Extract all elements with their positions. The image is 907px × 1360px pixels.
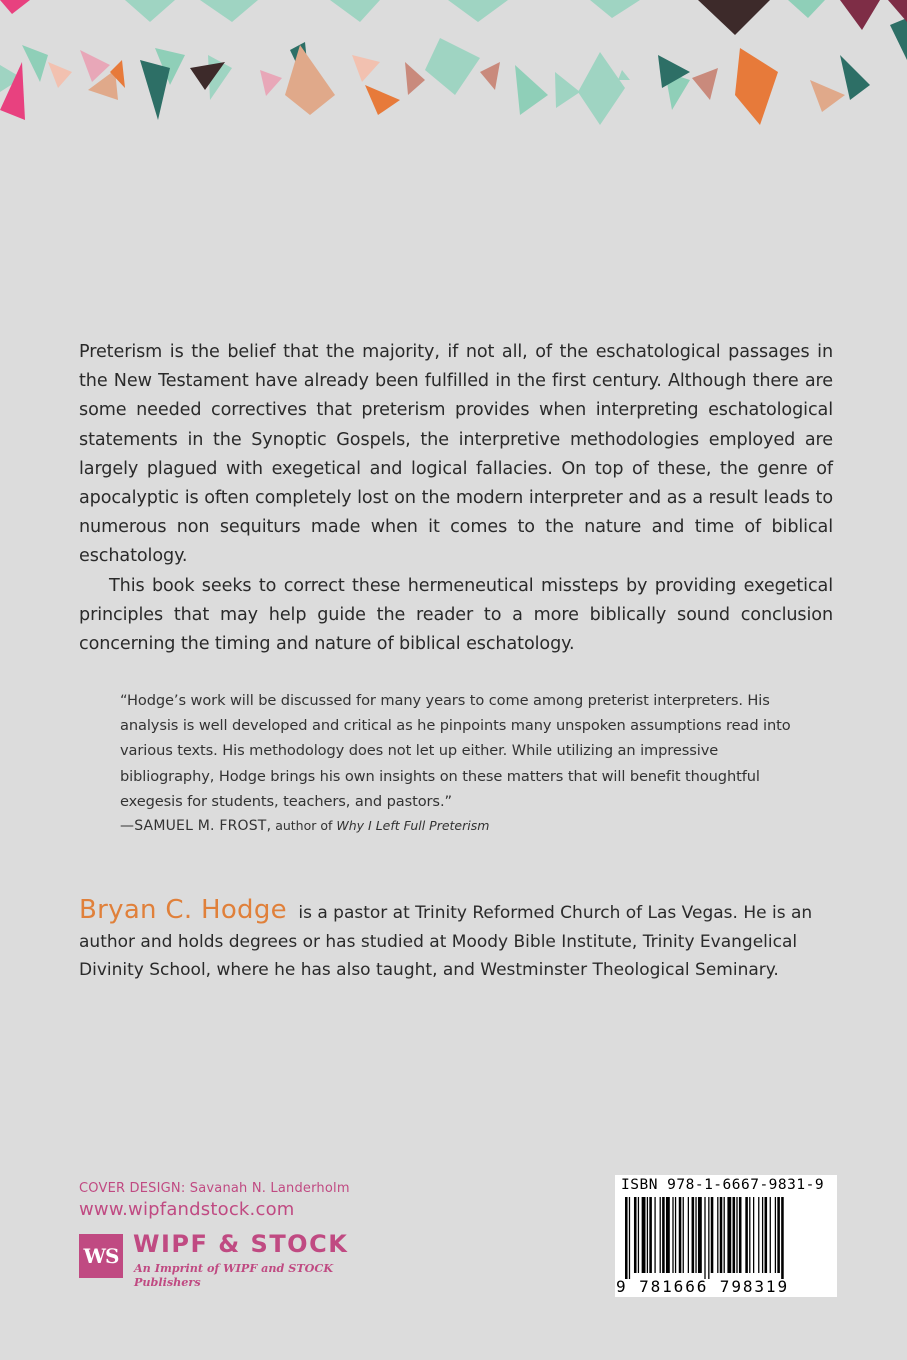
pattern-shard — [285, 45, 335, 115]
barcode-bar — [739, 1197, 742, 1273]
pattern-shard — [888, 0, 907, 22]
pattern-shard — [810, 80, 845, 112]
barcode-bar — [679, 1197, 682, 1273]
publisher-imprint: An Imprint of WIPF and STOCK Publishers — [134, 1261, 334, 1289]
publisher-logo-block — [79, 1230, 389, 1289]
pattern-shard — [890, 18, 907, 60]
description-paragraph: This book seeks to correct these hermeneutical missteps by providing exegetical principles that may help guide the reader to a more biblically sound conclusion concerning the timing and nature of biblical eschatology. — [79, 575, 833, 655]
barcode-bar — [770, 1197, 771, 1273]
barcode-bar — [675, 1197, 676, 1273]
pattern-shard — [578, 52, 625, 125]
barcode-bar — [775, 1197, 776, 1273]
barcode-bar — [762, 1197, 763, 1273]
pattern-shard — [125, 0, 175, 22]
isbn-digits: 9 781666 798319 — [616, 1277, 789, 1296]
barcode-bar — [745, 1197, 748, 1273]
decorative-geometric-pattern — [0, 0, 907, 135]
barcode-bar — [638, 1197, 639, 1273]
barcode-bar — [720, 1197, 723, 1273]
cover-design-credit: COVER DESIGN: Savanah N. Landerholm — [79, 1181, 350, 1196]
book-description — [79, 338, 833, 659]
barcode-bar — [781, 1197, 784, 1279]
pattern-shard — [788, 0, 825, 18]
author-bio-text: is a pastor at Trinity Reformed Church of Las Vegas. He is an author and holds degrees or has studied at Moody Bible Institute, Trinity Evangelical Divinity School, where he has also taught, and Westminster Theological Seminary. — [79, 903, 813, 980]
barcode-bar — [758, 1197, 759, 1273]
publisher-logo-icon: WS — [79, 1234, 123, 1278]
barcode-bar — [704, 1197, 705, 1279]
endorsement-attribution — [120, 818, 489, 834]
pattern-shard — [200, 0, 258, 22]
barcode-bar — [654, 1197, 655, 1273]
pattern-shard — [692, 68, 718, 100]
barcode-bar — [724, 1197, 725, 1273]
barcode-bar — [634, 1197, 637, 1273]
barcode-bar — [666, 1197, 670, 1273]
barcode-bar — [765, 1197, 768, 1273]
pattern-shard — [0, 0, 30, 14]
barcode-bar — [753, 1197, 754, 1273]
barcode-bar — [647, 1197, 648, 1273]
barcode-bar — [625, 1197, 628, 1279]
pattern-shard — [405, 62, 425, 95]
barcode-bar — [649, 1197, 652, 1273]
barcode-bar — [692, 1197, 695, 1273]
barcode-bar — [711, 1197, 714, 1273]
author-bio — [79, 896, 835, 985]
barcode-bar — [733, 1197, 736, 1273]
pattern-shard — [365, 85, 400, 115]
barcode-bar — [749, 1197, 750, 1273]
pattern-shard — [590, 0, 640, 18]
barcode-bar — [736, 1197, 737, 1273]
pattern-shard — [515, 65, 548, 115]
barcode-bar — [708, 1197, 709, 1279]
endorsement-text: “Hodge’s work will be discussed for many years to come among preterist interpreters. His analysis is well developed and critical as he pinpoints many unspoken assumptions read into various texts. His methodology does not let up either. While utilizing an impressive bibliography, Hodge brings his own insights on these matters that will benefit thoughtful exegesis for students, teachers, and pastors.” — [120, 692, 791, 810]
pattern-shard — [448, 0, 508, 22]
pattern-shard — [735, 48, 778, 125]
pattern-shard — [22, 45, 48, 82]
barcode-bar — [717, 1197, 718, 1273]
pattern-shard — [140, 60, 170, 120]
pattern-shard — [480, 62, 500, 90]
barcode-bar — [727, 1197, 731, 1273]
pattern-shard — [840, 55, 870, 100]
barcode-bar — [642, 1197, 646, 1273]
pattern-shard — [555, 72, 580, 108]
pattern-shard — [260, 70, 282, 96]
barcode-bar — [695, 1197, 696, 1273]
barcode-bar — [777, 1197, 780, 1273]
barcode-bars — [625, 1197, 829, 1279]
pattern-shard — [48, 62, 72, 88]
isbn-barcode — [615, 1175, 837, 1297]
publisher-name: WIPF & STOCK — [133, 1230, 349, 1258]
endorser-name: —SAMUEL M. FROST, — [120, 818, 272, 834]
endorser-role: author of — [271, 818, 337, 833]
pattern-shard — [330, 0, 380, 22]
barcode-bar — [662, 1197, 665, 1273]
isbn-label: ISBN 978-1-6667-9831-9 — [621, 1177, 825, 1193]
pattern-shard — [840, 0, 880, 30]
pattern-shard — [618, 70, 630, 80]
pattern-shard — [425, 38, 480, 95]
author-name: Bryan C. Hodge — [79, 895, 287, 925]
barcode-bar — [683, 1197, 684, 1273]
barcode-bar — [629, 1197, 630, 1279]
barcode-bar — [688, 1197, 689, 1273]
endorsement-quote — [120, 688, 792, 814]
barcode-bar — [698, 1197, 702, 1273]
description-paragraph: Preterism is the belief that the majority, if not all, of the eschatological passages in the New Testament have already been fulfilled in the first century. Although there are some needed correctives that preterism provides when interpreting eschatological statements in the Synoptic Gospels, the interpretive methodologies employed are largely plagued with exegetical and logical fallacies. On top of these, the genre of apocalyptic is often completely lost on the modern interpreter and as a result leads to numerous non sequiturs made when it comes to the nature and time of biblical eschatology. — [79, 342, 833, 567]
pattern-shard — [352, 55, 380, 82]
publisher-website: www.wipfandstock.com — [79, 1199, 295, 1220]
barcode-bar — [660, 1197, 661, 1273]
pattern-shard — [698, 0, 770, 35]
barcode-bar — [672, 1197, 673, 1273]
endorser-book-title: Why I Left Full Preterism — [336, 818, 490, 833]
